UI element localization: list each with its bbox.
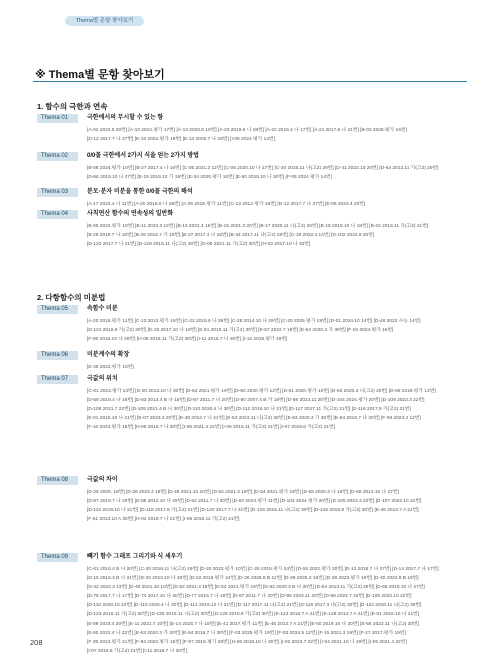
title-divider [33,81,467,82]
theme-header [37,114,475,123]
theme-reference-list [87,222,475,249]
header-tab: Thema별 문항 찾아보기 [65,16,144,26]
reference-line: [A-17 2023.4 나 11번] [A-20 2019.6 나 28번] [A-26 2016.평가 11번] [C-13 2012.평가 18번] [D-12 2017.7 나 27번] [E-09 2023.4 20번] [87,202,366,207]
theme-badge: Thema 08 [37,476,78,485]
reference-line: [D-42 2022.3 13번] [D-49 2021.10 10번] [D-52 2021.3 19번] [D-54 2021.평가 19번] [D-63 2020.4 B 나 20번] [D-64 2013.11 가(고2) 29번] [D-66 2019.10 나 27번] [87,585,425,591]
section-heading-differentiation: 2. 다항함수의 미분법 [37,293,106,302]
reference-line: [D-112 2019.10 나 21번] [D-118 2017.9 가(고2) 21번] [D-120 2017.7 나 21번] [D-125 2015.11 나(고2) 30번] [D-126 2015.9 가(고2) 30번] [E-46 2013.7 A 21번] [87,508,419,514]
theme-reference-list [87,387,475,432]
theme-title: 미분계수의 확장 [87,352,130,358]
reference-line: [D-66 2019.10 나 27번] [E-19 2019.10 가 19번] [E-34 2020.평가 10번] [E-50 2019.10 나 30번] [F-06 2024.평가 14번] [87,175,332,181]
reference-line: [D-108 2021.7 22번] [D-109 2021.4 B 나 30번] [D-110 2020.4 나 30번] [D-112 2019.10 나 21번] [D-117 2017.11 가(고2) 21번] [D-118 2017.9 가(고2) 21번] [87,407,411,413]
reference-line: [A-20 2016.평가 11번] [C-13 2012.평가 18번] [C-22 2019.6 나 28번] [C-28 2014.10 나 29번] [C-20 2025.평가 19번] [D-01 2024.10 14번] [D-48 2022.수능 14번] [87,319,421,324]
theme-reference-list [87,200,475,209]
reference-line: [B-06 2024.평가 10번] [B-11 2022.3 12번] [B-13 2022.4 15번] [B-15 2021.3 20번] [B-17 2020.11 나(고2) 20번] [B-18 2019.10 나 18번] [B-22 2016.11 가(고2) 21번] [87,224,429,229]
theme-header [37,351,475,360]
reference-line: [D-110 2020.10 22번] [D-110 2020.4 나 30번] [D-112 2019.12 나 21번] [D-117 2017.11 나(고2) 21번] [D-119 2017.3 나(고2) 30번] [D-122 2016.11 나(고2) 30번] [87,603,422,609]
section-heading-limits: 1. 함수의 극한과 연속 [37,102,108,111]
reference-line: [D-69 2019.4 나 18번] [D-83 2014.4 B 나 18번] [D-87 2011.7 나 20번] [D-90 2007.4 B 가 19번] [D-98 2023.11 20번] [D-104 2024.평가 20번] [D-109 2023.3 22번] [87,398,425,404]
theme-block [37,114,475,144]
theme-title: 극값의 위치 [87,376,118,382]
reference-line: [C-01 2024.평가 13번] [D-20 2013.10 나 30번] [D-54 2021.평가 19번] [D-60 2020.평가 12번] [D-61 2020.평가 10번] [D-63 2020.4 나(고2) 20번] [D-69 2019.평가 13번] [87,389,436,394]
reference-line: [B-26 2019.7 나 18번] [B-26 2016.7 가 18번] [B-27 2017.4 나 16번] [B-34 2017.11 나(고2) 28번] [C-19 2022.4 14번] [D-102 2024.9 20번] [87,233,375,239]
theme-header [37,210,475,219]
theme-badge: Thema 01 [37,114,78,123]
theme-header [37,375,475,384]
theme-reference-list [87,317,475,344]
reference-line: [F-10 2023.평가 15번] [H-06 2018.7 나 30번] [I-05 2021.4 22번] [I-06 2018.11 가(고2) 21번] [I-07 2019.6 가(고2) 21번] [87,425,336,431]
reference-line: [E-60 2022.4 나 22번] [E-63 2020.3 가 30번] [E-64 2016.7 나 30번] [F-03 2025.평가 19번] [F-03 2024.5 12번] [F-15 2021.3 19번] [F-27 2017.평가 19번] [87,630,406,636]
reference-line: [F-39 2013.평가 21번] [F-84 2022.평가 15번] [F-87 2016.평가 29번] [H-06 2018.10 나 30번] [I-02 2023.7 22번] [I-04 2021.10 나 19번] [I-05 2021.4 22번] [87,639,407,645]
reference-line: [D-120 2017.7 나 21번] [D-128 2015.11 나(고2) 30번] [G-08 2021.11 가(고2) 30번] [H-03 2017.10 나 30번] [87,242,311,248]
theme-block [37,305,475,344]
theme-reference-list [87,126,475,144]
theme-block [37,152,475,182]
reference-line: [E-35 2022.평가 10번] [87,365,134,370]
theme-header [37,553,475,562]
theme-header [37,476,475,485]
page-number: 208 [30,638,43,647]
theme-badge: Thema 07 [37,375,78,384]
reference-line: [D-123 2016.11 가(고2) 30번] [D-125 2015.11 나(고2) 30번] [D-126 2015.9 가(고2) 30번] [E-123 2016.7 A 21번] [E-128 2014.7 A 21번] [E-01 2016.10 나 21번] [87,612,420,618]
theme-header [37,152,475,161]
theme-header [37,305,475,314]
theme-title: 0/0꼴 극한에서 2가지 식을 얻는 2가지 방법 [87,153,199,159]
reference-line: [D-12 2017.7 나 27번] [E-10 2022.평가 19번] [E-14 2025.7 나 18번] [I-06 2024.평가 14번] [87,137,275,143]
theme-block [37,188,475,209]
reference-line: [F-61 2013.10 A 30번] [H-04 2019.7 나 21번] [I-06 2018.11 가(고2) 21번] [87,517,240,523]
theme-block [37,210,475,249]
theme-badge: Thema 06 [37,351,78,360]
theme-title: 극값의 차이 [87,477,118,483]
theme-badge: Thema 04 [37,210,78,219]
reference-line: [D-16 2016.4 B 나 21번] [D-20 2013.10 나 30번] [D-22 2016.평가 24번] [D-26 2025.6 B 11번] [D-29 2025.3 18번] [D-38 2023.평가 19번] [D-40 2023.6 B 18번] [87,576,419,582]
reference-line: [D-67 2019.7 나 29번] [D-85 2012.10 나 29번] [D-82 2011.7 나 30번] [D-93 2024.평가 11번] [D-104 2024.평가 20번] [D-105 2023.3 22번] [D-107 2022.10 22번] [87,499,422,505]
reference-line: [E-09 2023.4 20번] [E-11 2021.7 10번] [E-14 2025.7 나 18번] [E-41 2017.평가 11번] [E-46 2013.7 A 21번] [E-50 2019.10 나 30번] [E-56 2023.11 나(고2) 30번] [87,621,419,627]
theme-header [37,188,475,197]
theme-block [37,375,475,432]
theme-block [37,476,475,524]
theme-reference-list [87,565,475,656]
reference-line: [E-01 2016.10 나 21번] [E-07 2023.3 20번] [E-48 2012.7 나 21번] [E-54 2023.11 나(고2) 30번] [E-63 2020.3 가 30번] [E-64 2016.7 나 30번] [F-08 2023.4 12번] [87,416,421,422]
theme-title: 속함수 미분 [87,306,118,312]
theme-title: 사칙연산 함수의 연속성의 일반화 [87,211,174,217]
reference-line: [F-06 2016.10 나 28번] [H-08 2018.11 가(고2) 30번] [I-11 2016.7 나 30번] [I-12 2019.평가 19번] [87,337,288,343]
theme-reference-list [87,363,475,372]
theme-reference-list [87,164,475,182]
theme-badge: Thema 02 [37,152,78,161]
reference-line: [I-07 2019.6 가(고2) 21번] [I-11 2016.7 나 30번] [87,648,187,654]
theme-title: 극한에서의 무시할 수 있는 항 [87,115,164,121]
theme-reference-list [87,488,475,524]
reference-line: [B-08 2024.평가 10번] [B-27 2017.4 나 16번] [C-05 2021.3 12번] [C-06 2020.10 나 17번] [C-20 2016.11 나(고2) 29번] [D-41 2022.10 20번] [D-64 2013.11 가(고2) 29번] [87,166,439,171]
theme-badge: Thema 09 [37,553,78,562]
theme-block [37,553,475,656]
theme-block [37,351,475,372]
theme-badge: Thema 03 [37,188,78,197]
reference-line: [D-29 2025. 18번] [D-36 2023.4 16번] [D-49 2021.10 10번] [D-52 2021.3 19번] [D-54 2021.평가 19번] [D-59 2020.3 나 18번] [D-66 2013.10 나 27번] [87,490,399,495]
reference-line: [A-02 2024.6 30번] [A-10 2024.평가 17번] [A-13 2023.6 10번] [A-20 2019.6 나 28번] [A-22 2016.4 나 17번] [A-24 2017.6 나 21번] [B-03 2026.평가 16번] [87,128,407,133]
theme-badge: Thema 05 [37,305,78,314]
reference-line: [D-78 2017.7 나 17번] [D-74 2017.10 나 20번] [D-77 2016.7 나 18번] [D-87 2011.7 나 20번] [D-98 2023.11 20번] [D-99 2022.7 22번] [D-106 2022.10 22번] [87,594,412,600]
page-title: ※ Thema별 문항 찾아보기 [35,69,165,81]
reference-line: [D-124 2016.9 가(고2) 30번] [E-22 2017.10 나 18번] [E-51 2015.11 가(고2) 30번] [E-57 2022.7 15번] [E-63 2020.3 가 30번] [F-04 2024.평가 16번] [87,328,394,334]
theme-title: 빼기 함수 그래프 그리기와 식 세우기 [87,554,183,560]
reference-line: [C-01 2016.4 B 나 20번] [C-20 2016.11 나(고2) 29번] [D-20 2023.평가 10번] [C-28 2019.평가 24번] [D-06 2022.평가 20번] [D-12 2018.7 나 27번] [D-14 2017.7 나 17번] [87,567,439,572]
theme-title: 분모·분자 미분을 통한 0/0꼴 극한의 해석 [87,189,193,195]
